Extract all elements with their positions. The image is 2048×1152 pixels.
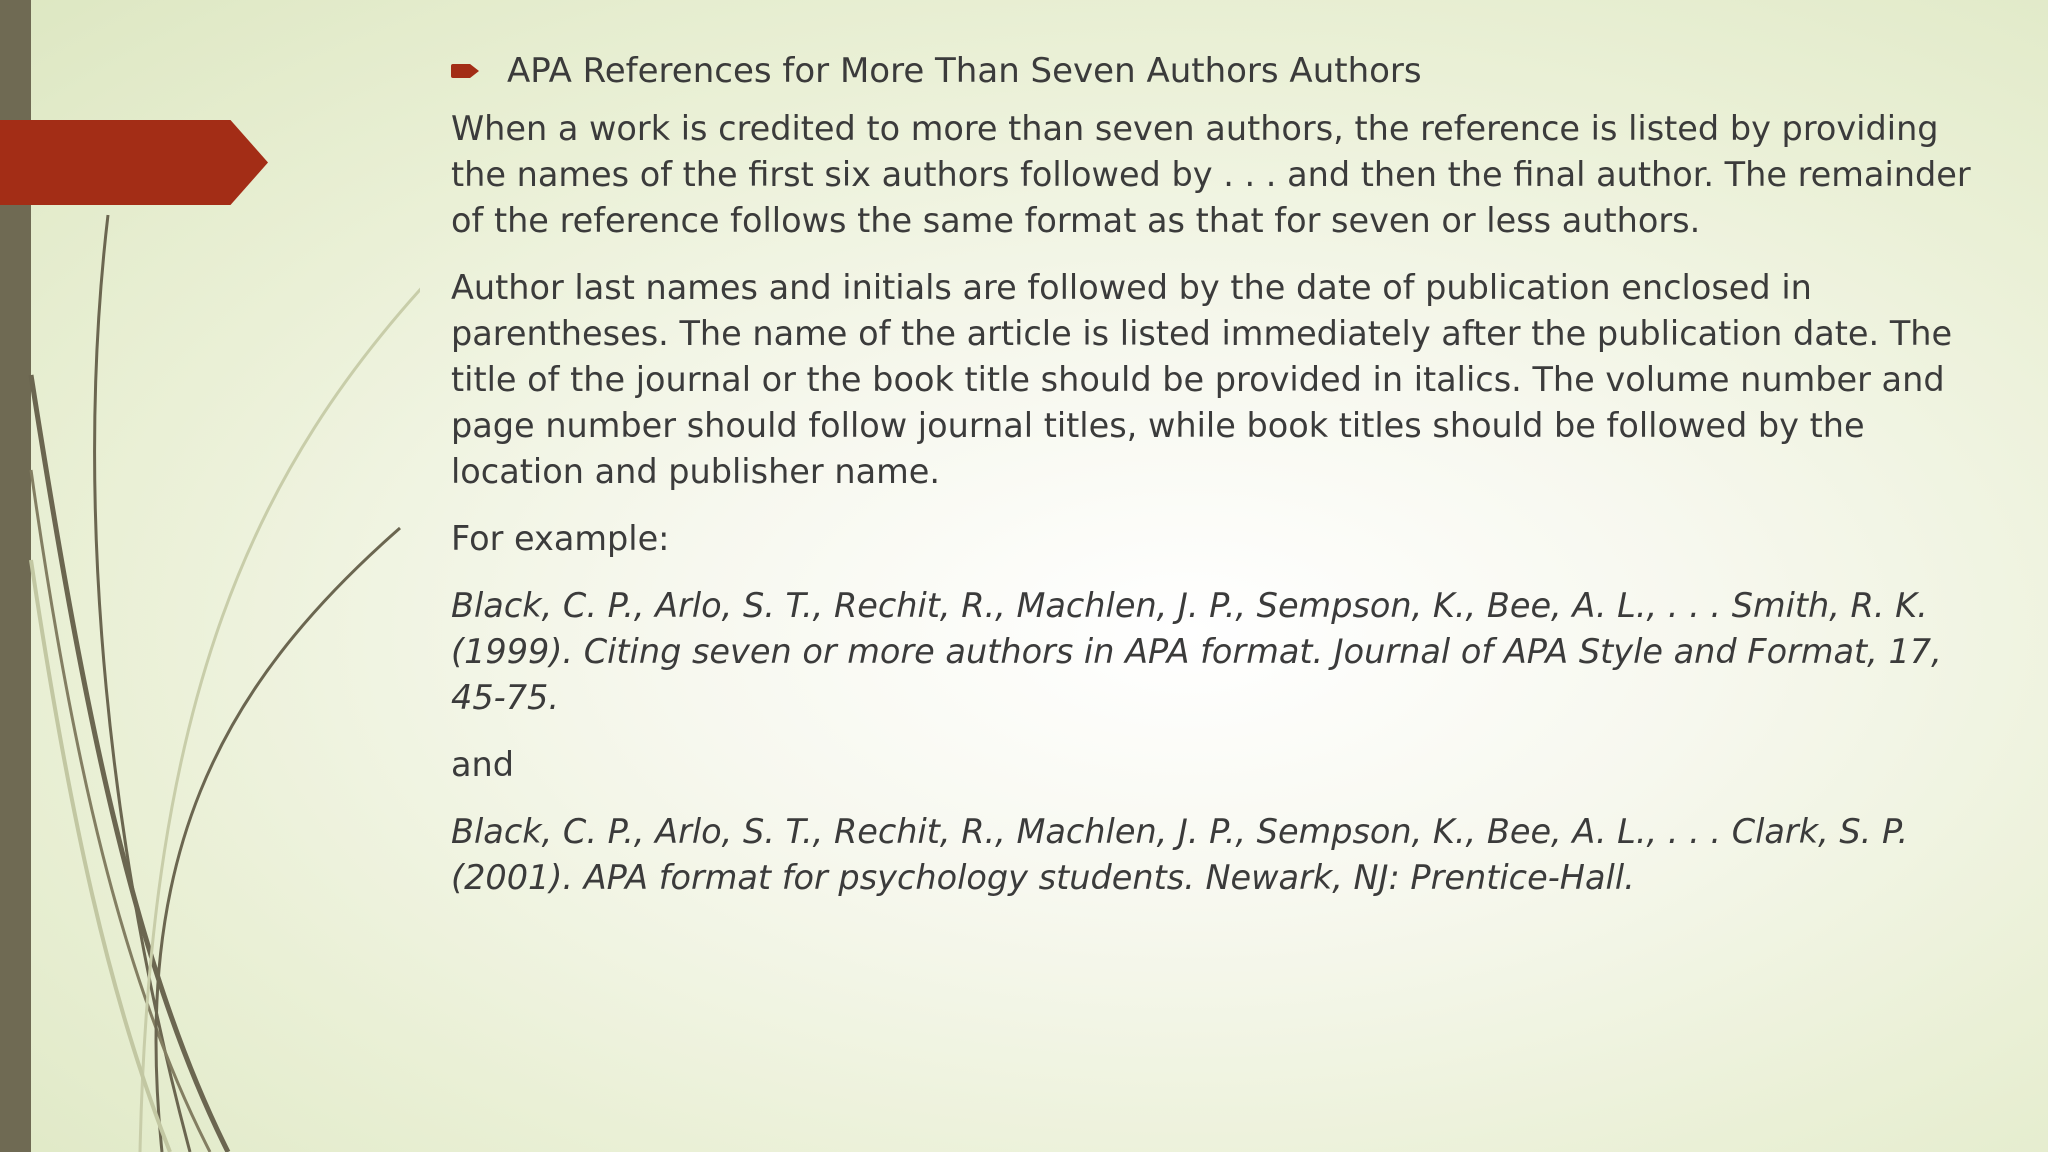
- intro-paragraph: When a work is credited to more than seven authors, the reference is listed by providing the names of the first six authors followed by . . . and then the final author. The remainder of the reference follows the same format as that for seven or less authors.: [451, 109, 1971, 240]
- heading-bullet-line: [451, 44, 1971, 98]
- reference-example-1: Black, C. P., Arlo, S. T., Rechit, R., Machlen, J. P., Sempson, K., Bee, A. L., . . . Smith, R. K. (1999). Citing seven or more authors in APA format. Journal of APA Style and Format, 17, 45-75.: [451, 586, 1942, 717]
- reference-example-2: Black, C. P., Arlo, S. T., Rechit, R., Machlen, J. P., Sempson, K., Bee, A. L., . . . Clark, S. P. (2001). APA format for psychology students. Newark, NJ: Prentice-Hall.: [451, 812, 1909, 897]
- arrow-bullet-icon: [451, 64, 479, 78]
- paragraph-list: [451, 106, 1971, 901]
- slide-content: [451, 44, 1971, 922]
- format-paragraph: Author last names and initials are followed by the date of publication enclosed in parentheses. The name of the article is listed immediately after the publication date. The title of the journal or the book title should be provided in italics. The volume number and page number should follow journal titles, while book titles should be followed by the location and publisher name.: [451, 268, 1953, 491]
- connector-text: and: [451, 745, 515, 784]
- red-arrow-banner: [0, 120, 268, 205]
- slide-heading: APA References for More Than Seven Authors Authors: [507, 51, 1422, 91]
- example-label: For example:: [451, 519, 670, 558]
